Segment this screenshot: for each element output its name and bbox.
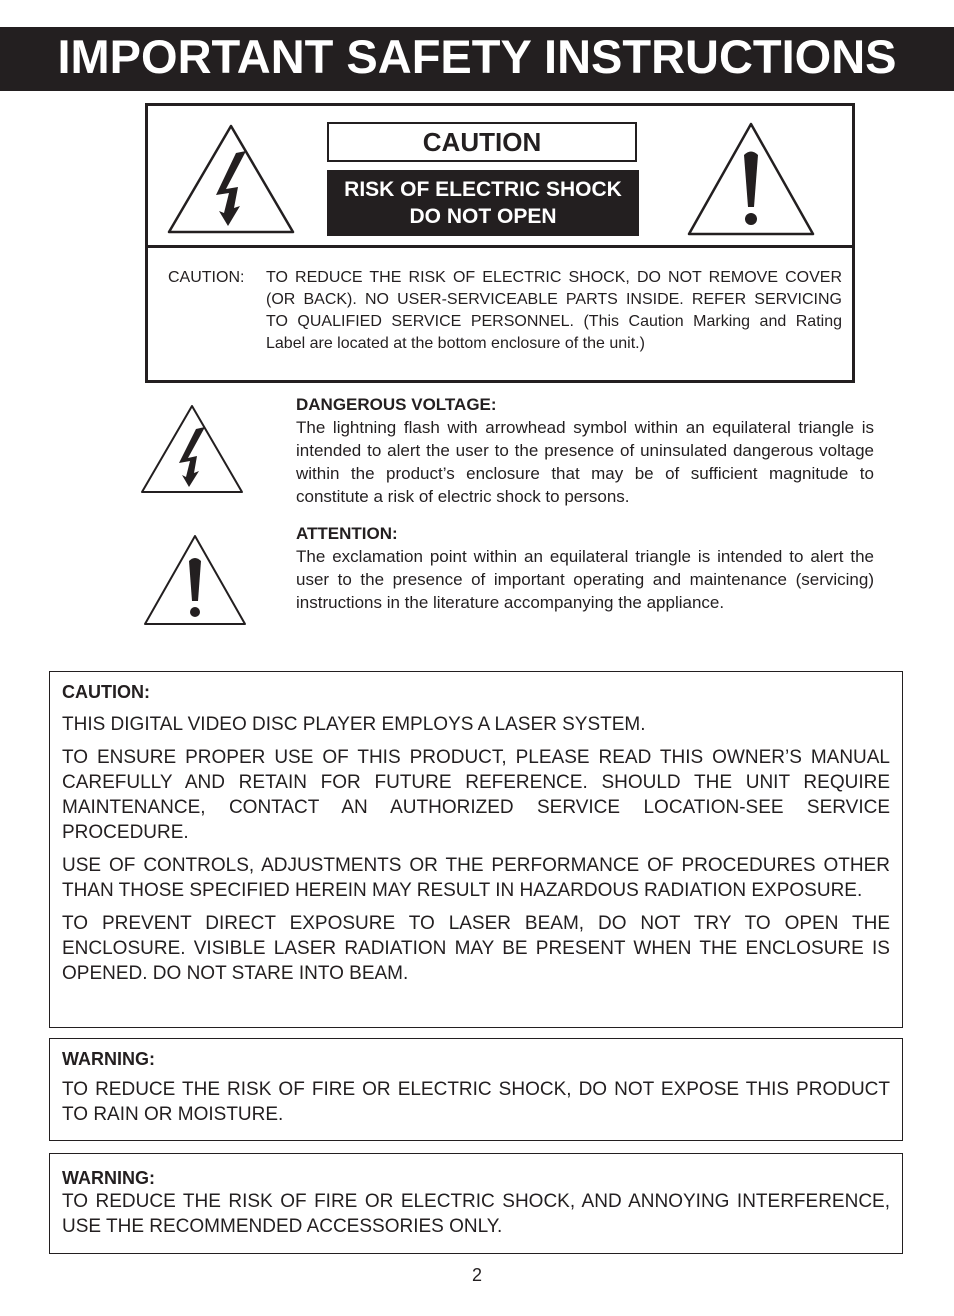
exclamation-triangle-icon (686, 121, 816, 237)
laser-paragraph: TO PREVENT DIRECT EXPOSURE TO LASER BEAM, DO NOT TRY TO OPEN THE ENCLOSURE. VISIBLE LASER RADIATION MAY BE PRESENT WHEN THE ENCLOSURE IS OPENED. DO NOT STARE INTO BEAM. (62, 913, 890, 984)
risk-line-1: RISK OF ELECTRIC SHOCK (344, 178, 622, 201)
warning-text: TO REDUCE THE RISK OF FIRE OR ELECTRIC SHOCK, AND ANNOYING INTERFERENCE, USE THE RECOMMENDED ACCESSORIES ONLY. (62, 1191, 890, 1237)
page-number: 2 (471, 1265, 482, 1285)
laser-paragraph: THIS DIGITAL VIDEO DISC PLAYER EMPLOYS A LASER SYSTEM. (62, 714, 646, 735)
warning-panel-accessories (49, 1153, 903, 1254)
lightning-triangle-icon (166, 123, 296, 235)
attention-heading: ATTENTION: (296, 524, 398, 543)
lightning-triangle-icon (139, 403, 245, 495)
laser-paragraph: USE OF CONTROLS, ADJUSTMENTS OR THE PERFORMANCE OF PROCEDURES OTHER THAN THOSE SPECIFIED HEREIN MAY RESULT IN HAZARDOUS RADIATION EXPOSURE. (62, 855, 890, 901)
laser-caution-panel (49, 671, 903, 1028)
risk-line-2: DO NOT OPEN (409, 205, 557, 228)
warning-heading: WARNING: (62, 1049, 155, 1069)
box-divider (148, 245, 852, 248)
page-title: IMPORTANT SAFETY INSTRUCTIONS (57, 30, 897, 83)
box-caution-text: TO REDUCE THE RISK OF ELECTRIC SHOCK, DO NOT REMOVE COVER (OR BACK). NO USER-SERVICEABLE PARTS INSIDE. REFER SERVICING TO QUALIFIED SERVICE PERSONNEL. (This Caution Marking and Rating Label are located at the bottom enclosure of the unit.) (266, 269, 842, 352)
dangerous-voltage-heading: DANGEROUS VOLTAGE: (296, 395, 497, 414)
dangerous-voltage-section (296, 393, 874, 508)
laser-caution-heading: CAUTION: (62, 682, 150, 702)
warning-heading: WARNING: (62, 1168, 155, 1188)
exclamation-triangle-icon (142, 533, 248, 627)
caution-label-box (145, 103, 855, 383)
box-caution-lead: CAUTION: (168, 269, 245, 286)
title-bar (0, 27, 954, 91)
attention-section (296, 522, 874, 614)
caution-heading: CAUTION (327, 122, 637, 162)
laser-paragraph: TO ENSURE PROPER USE OF THIS PRODUCT, PLEASE READ THIS OWNER’S MANUAL CAREFULLY AND RETAIN FOR FUTURE REFERENCE. SHOULD THE UNIT REQUIRE MAINTENANCE, CONTACT AN AUTHORIZED SERVICE LOCATION-SEE SERVICE PROCEDURE. (62, 747, 890, 843)
warning-text: TO REDUCE THE RISK OF FIRE OR ELECTRIC SHOCK, DO NOT EXPOSE THIS PRODUCT TO RAIN OR MOISTURE. (62, 1079, 890, 1125)
warning-panel-moisture (49, 1038, 903, 1141)
dangerous-voltage-text: The lightning flash with arrowhead symbol within an equilateral triangle is intended to alert the user to the presence of uninsulated dangerous voltage within the product’s enclosure that may be of sufficient magnitude to constitute a risk of electric shock to persons. (296, 418, 874, 506)
attention-text: The exclamation point within an equilateral triangle is intended to alert the user to the presence of important operating and maintenance (servicing) instructions in the literature accompanying the appliance. (296, 547, 874, 612)
risk-of-shock-box (327, 170, 639, 236)
